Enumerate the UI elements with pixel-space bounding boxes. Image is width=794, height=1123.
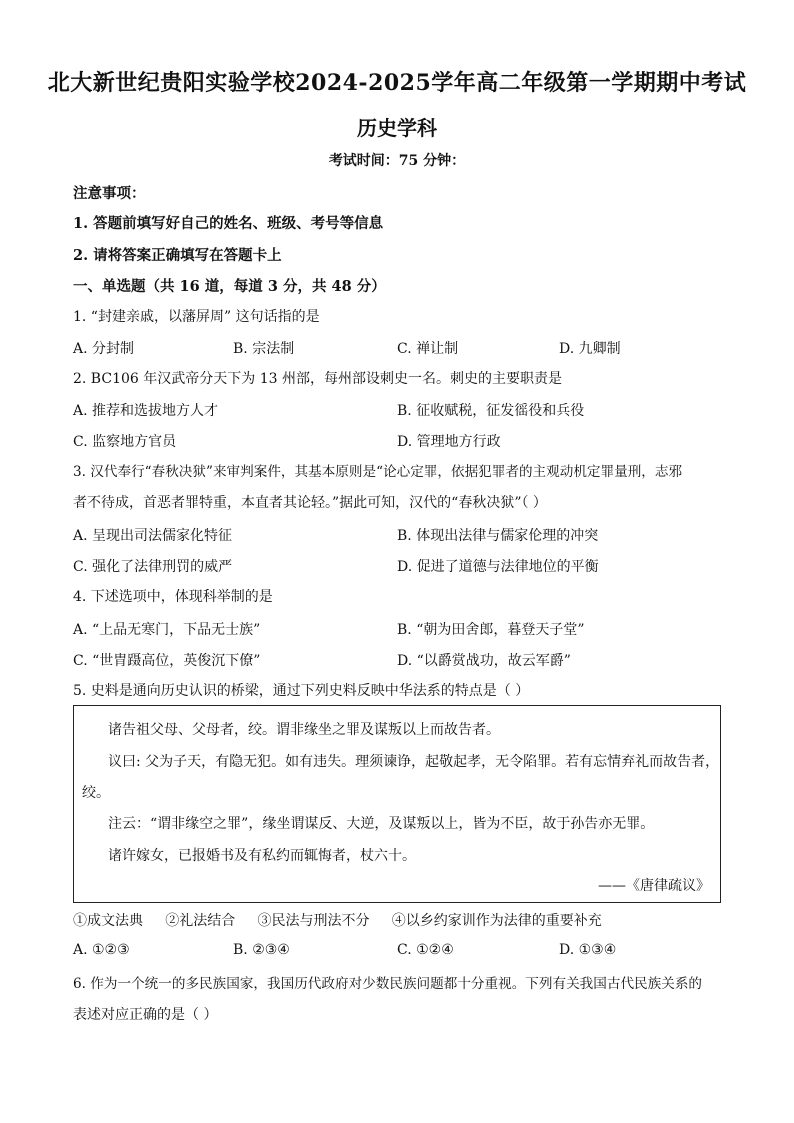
source-line-2: 议曰: 父为子天，有隐无犯。如有违失。理须谏诤，起敬起孝，无令陷罪。若有忘情弃礼而故告者， [108,754,720,770]
question-3-stem-line-1: 3. 汉代奉行“春秋决狱”来审判案件，其基本原则是“论心定罪，依据犯罪者的主观动机定罪量刑，志邪 [73,464,683,480]
question-1-stem: 1. “封建亲戚，以藩屏周” 这句话指的是 [73,309,320,325]
source-line-4: 注云：“谓非缘空之罪”，缘坐谓谋反、大逆，及谋叛以上，皆为不臣，故于孙告亦无罪。 [108,816,655,832]
question-4-option-d: D. “以爵赏战功，故云军爵” [397,653,571,669]
question-1-option-a: A. 分封制 [73,341,135,357]
question-3-stem-line-2: 者不待成，首恶者罪特重，本直者其论轻。”据此可知，汉代的“春秋决狱”（ ） [73,495,547,511]
question-1-option-b: B. 宗法制 [233,341,295,357]
question-3-option-c: C. 强化了法律刑罚的威严 [73,559,233,575]
question-1-option-c: C. 禅让制 [397,341,459,357]
question-2-option-c: C. 监察地方官员 [73,434,177,450]
subject-title: 历史学科 [357,116,437,140]
source-line-1: 诸告祖父母、父母者，绞。谓非缘坐之罪及谋叛以上而故告者。 [108,722,500,738]
question-4-stem: 4. 下述选项中，体现科举制的是 [73,589,273,605]
exam-title: 北大新世纪贵阳实验学校2024-2025学年高二年级第一学期期中考试 [47,70,747,96]
question-5-stem: 5. 史料是通向历史认识的桥梁，通过下列史料反映中华法系的特点是（ ） [73,683,530,699]
question-2-stem: 2. BC106 年汉武帝分天下为 13 州部，每州部设刺史一名。刺史的主要职责是 [73,371,562,387]
question-2-option-b: B. 征收赋税，征发徭役和兵役 [397,403,585,419]
section-heading: 一、单选题（共 16 道，每道 3 分，共 48 分） [73,278,386,295]
question-5-statements: ①成文法典 ②礼法结合 ③民法与刑法不分 ④以乡约家训作为法律的重要补充 [73,913,602,929]
source-material-box [73,705,721,903]
exam-time: 考试时间：75 分钟： [328,153,466,169]
question-4-option-c: C. “世胄蹑高位，英俊沉下僚” [73,653,261,669]
question-5-option-b: B. ②③④ [233,942,290,958]
question-6-stem-line-1: 6. 作为一个统一的多民族国家，我国历代政府对少数民族问题都十分重视。下列有关我国古代民族关系的 [73,976,703,992]
question-3-option-a: A. 呈现出司法儒家化特征 [73,528,233,544]
notes-heading: 注意事项： [73,185,146,202]
question-1-option-d: D. 九卿制 [559,341,621,357]
note-item-1: 1. 答题前填写好自己的姓名、班级、考号等信息 [73,215,384,232]
question-4-option-a: A. “上品无寒门，下品无士族” [73,622,261,638]
question-3-option-b: B. 体现出法律与儒家伦理的冲突 [397,528,599,544]
question-5-option-d: D. ①③④ [559,942,617,958]
note-item-2: 2. 请将答案正确填写在答题卡上 [73,247,282,264]
question-2-option-a: A. 推荐和选拔地方人才 [73,403,219,419]
source-citation: ——《唐律疏议》 [598,878,710,894]
source-line-5: 诸许嫁女，已报婚书及有私约而辄悔者，杖六十。 [108,848,416,864]
question-2-option-d: D. 管理地方行政 [397,434,501,450]
source-line-3: 绞。 [82,785,110,801]
question-5-option-a: A. ①②③ [73,942,130,958]
question-5-option-c: C. ①②④ [397,942,454,958]
question-3-option-d: D. 促进了道德与法律地位的平衡 [397,559,599,575]
question-6-stem-line-2: 表述对应正确的是（ ） [73,1007,218,1023]
question-4-option-b: B. “朝为田舍郎，暮登天子堂” [397,622,585,638]
